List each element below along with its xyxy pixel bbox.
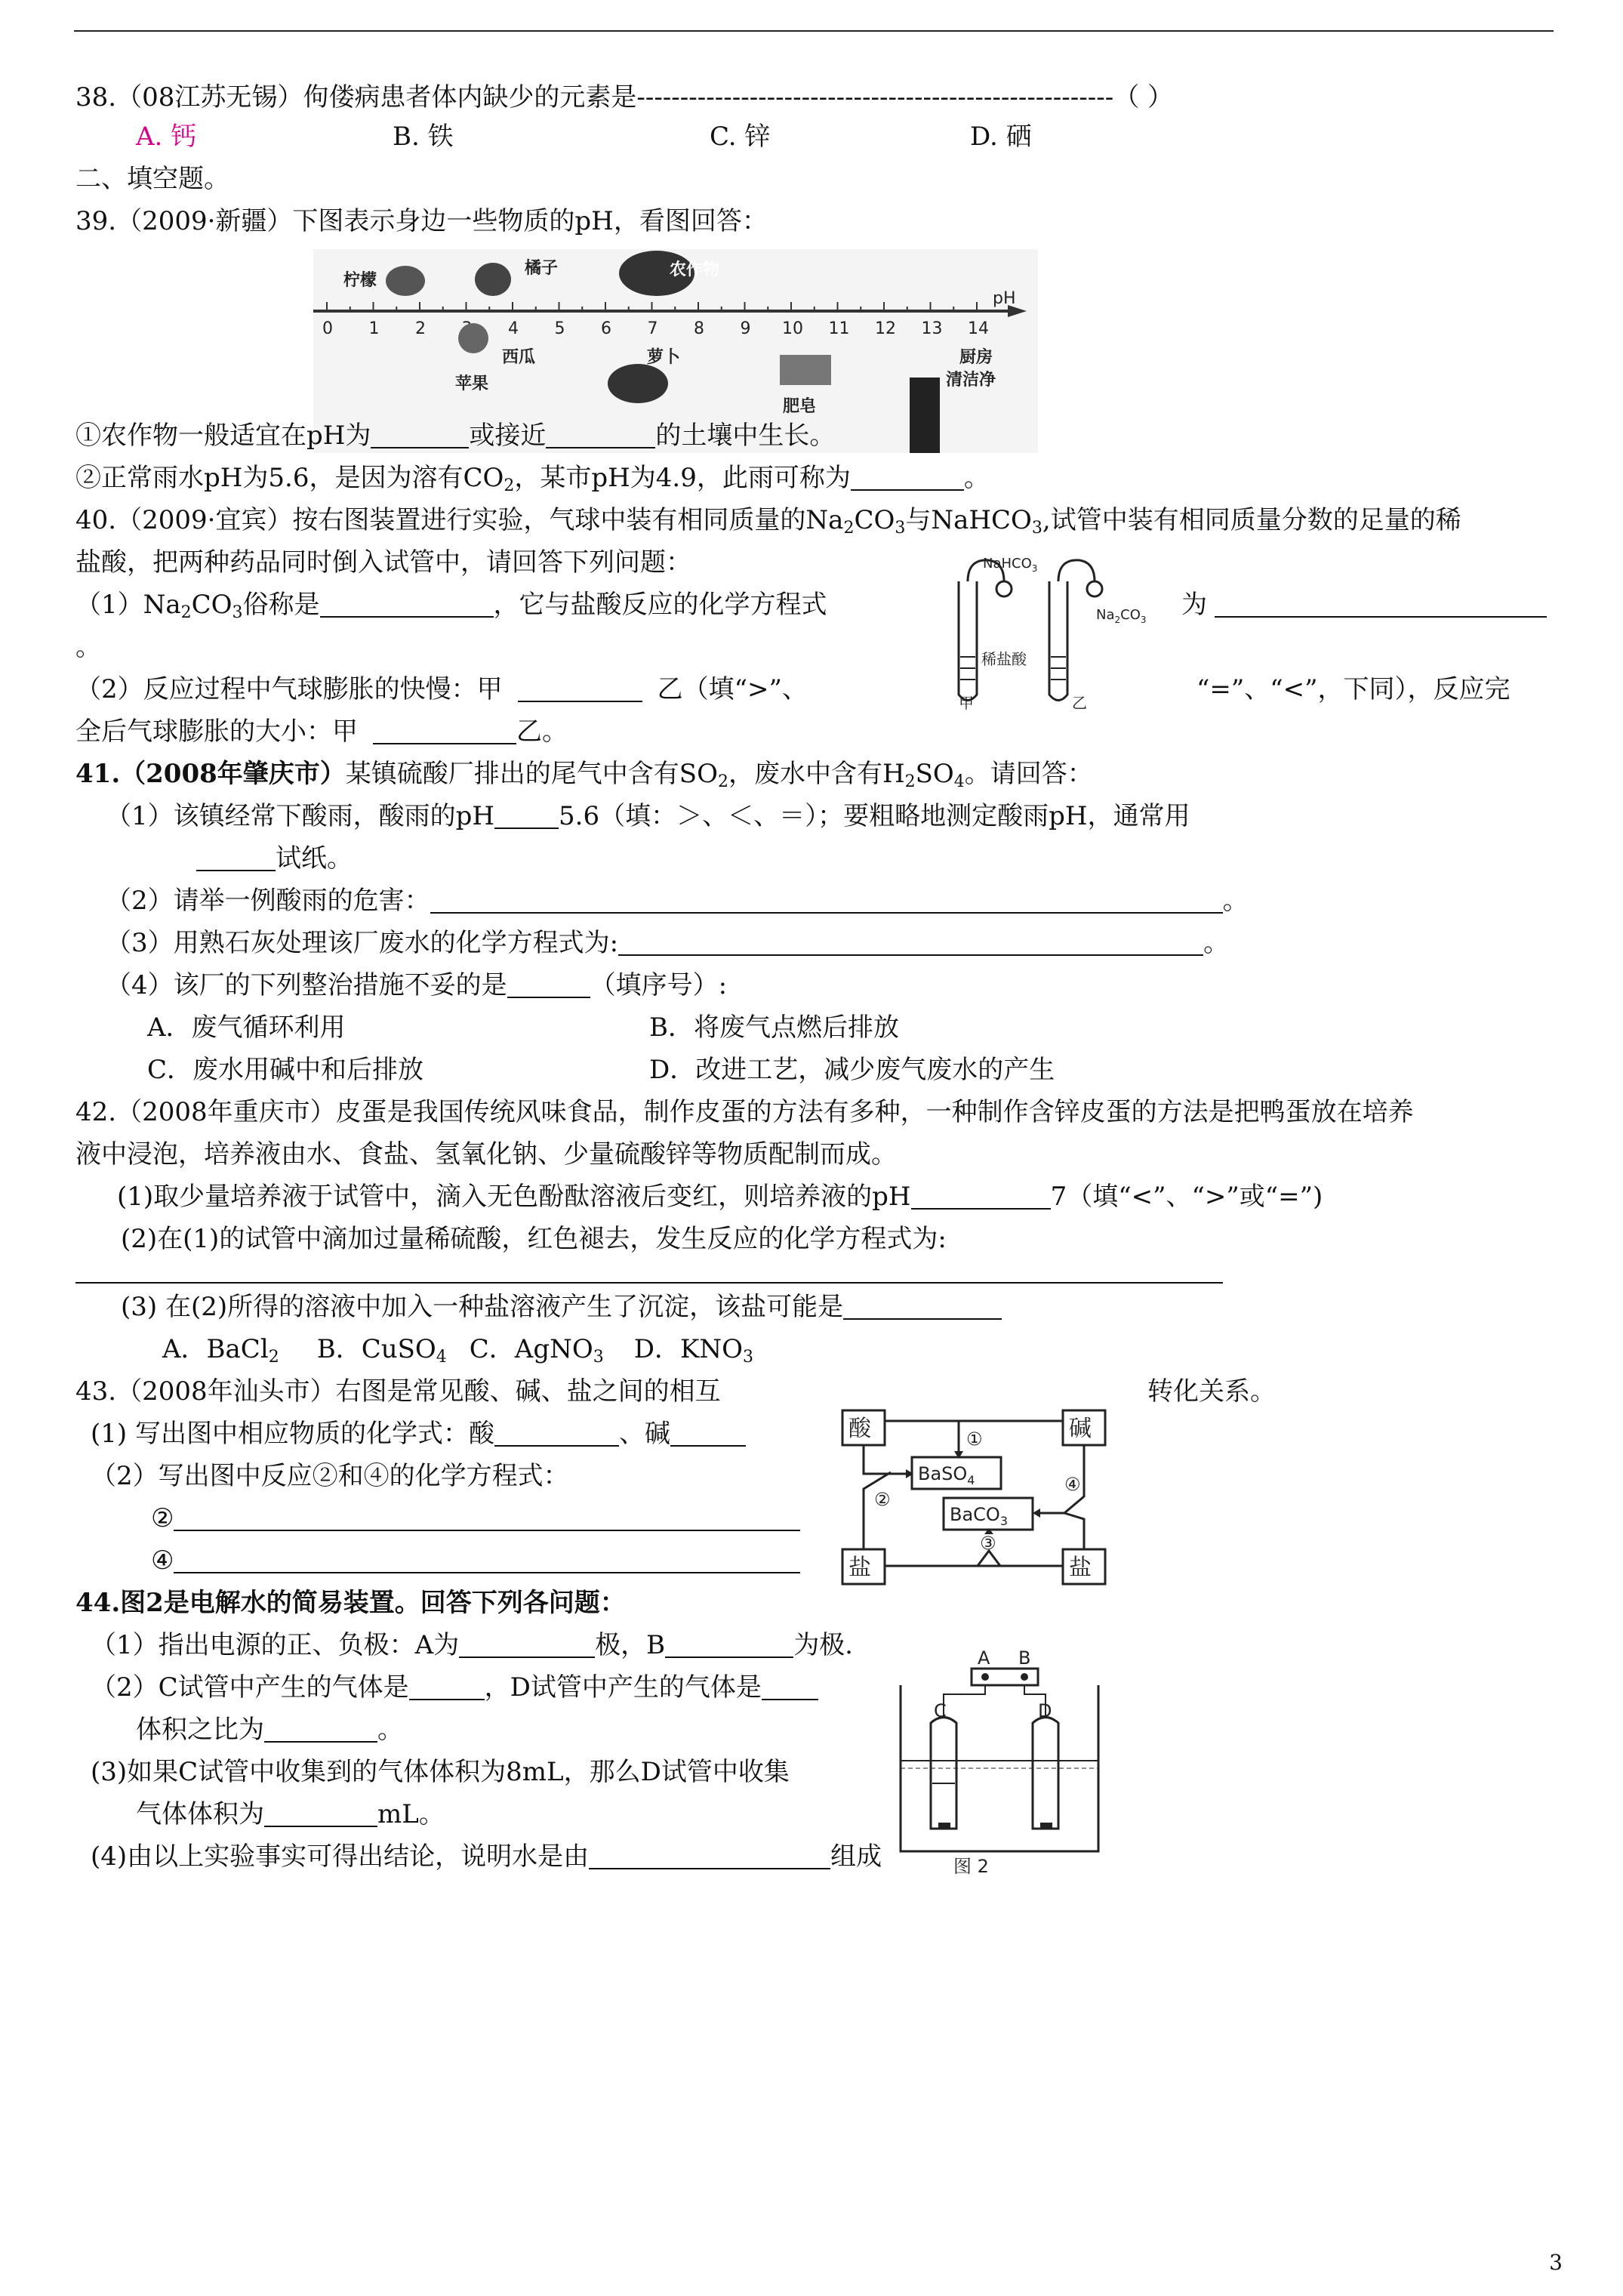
- apple-icon: [458, 323, 488, 353]
- q43-eq-4: ④: [151, 1545, 800, 1576]
- cleaner-bottle-icon: [910, 378, 940, 453]
- reaction-2-label: ②: [874, 1489, 891, 1510]
- acid-base-salt-diagram: [838, 1406, 1110, 1587]
- ph-tick-label: 0: [322, 319, 333, 338]
- q38-stem: 38.（08江苏无锡）佝偻病患者体内缺少的元素是-------------------------------------------------------（ ）: [75, 82, 1174, 112]
- q38-option-b: B. 铁: [393, 122, 454, 152]
- figure-caption: 图 2: [953, 1856, 989, 1874]
- ph-tick-label: 7: [647, 319, 658, 338]
- balloon-yi-icon: [1087, 581, 1102, 596]
- terminal-a-label: A: [978, 1647, 990, 1669]
- q42-options: A．BaCl$_2$ B．CuSO$_4$ C．AgNO$_3$ D．$KNO_3$: [162, 1334, 754, 1367]
- svg-text:NaHCO3: NaHCO$_3$: [983, 556, 1038, 574]
- q44-line-3: （2）C试管中产生的气体是 ，D试管中产生的气体是: [91, 1672, 818, 1703]
- q44-line-4: 体积之比为 。: [136, 1715, 403, 1745]
- section-heading: 二、填空题。: [75, 164, 229, 194]
- tube-c-label: C: [934, 1700, 947, 1721]
- q39-line-1: ①农作物一般适宜在pH为 或接近 的土壤中生长。: [75, 421, 836, 451]
- ph-tick-label: 4: [508, 319, 519, 338]
- watermelon-icon: [608, 364, 668, 403]
- q40-line-4: 。: [75, 632, 101, 662]
- q42-line-6: (3) 在(2)所得的溶液中加入一种盐溶液产生了沉淀，该盐可能是: [121, 1291, 1002, 1323]
- q38-option-a: A. 钙: [136, 122, 197, 152]
- electrolysis-apparatus-figure: [887, 1647, 1113, 1874]
- kitchen-label-2: 清洁净: [946, 371, 996, 390]
- q40-line-3-end: 为: [1181, 589, 1547, 621]
- svg-text:BaSO4: BaSO$_4$: [918, 1463, 975, 1487]
- q40-line-5-end: “=”、“<”，下同），反应完: [1196, 674, 1511, 704]
- salt-box-label-right: 盐: [1069, 1555, 1092, 1581]
- orange-icon: [475, 263, 511, 296]
- terminal-b-label: B: [1018, 1647, 1031, 1669]
- base-box-label: 碱: [1069, 1416, 1092, 1442]
- lemon-label: 柠檬: [343, 271, 377, 290]
- acid-box-label: 酸: [848, 1416, 871, 1442]
- q44-line-6: 气体体积为 mL。: [136, 1799, 445, 1829]
- nahco3-label: NaHCO: [983, 556, 1032, 572]
- q44-line-1: 44.图2是电解水的简易装置。回答下列各问题：: [75, 1588, 626, 1618]
- kitchen-label-1: 厨房: [959, 348, 993, 367]
- crop-label: 农作物: [670, 260, 720, 279]
- q42-answer-line: [75, 1256, 1223, 1284]
- salt-box-label-left: 盐: [848, 1555, 871, 1581]
- ph-axis-label: pH: [993, 289, 1016, 308]
- reaction-3-label: ③: [980, 1533, 996, 1554]
- q38-option-d: D. 硒: [970, 122, 1032, 152]
- q38-option-c: C. 锌: [710, 122, 771, 152]
- q39-stem: 39.（2009·新疆）下图表示身边一些物质的pH，看图回答：: [75, 206, 768, 236]
- watermelon-label: 西瓜: [502, 348, 536, 367]
- ph-tick-label: 8: [694, 319, 704, 338]
- baco3-label: BaCO: [950, 1504, 1000, 1525]
- q41-line-4: （2）请举一例酸雨的危害： 。: [106, 886, 1249, 916]
- q40-line-6: 全后气球膨胀的大小：甲 乙。: [75, 717, 568, 747]
- ph-tick-label: 14: [968, 319, 989, 338]
- q41-option-b: B．将废气点燃后排放: [649, 1012, 899, 1043]
- q41-line-5: （3）用熟石灰处理该厂废水的化学方程式为: 。: [106, 928, 1230, 958]
- soap-label: 肥皂: [783, 397, 817, 416]
- q39-line-2: ②正常雨水pH为5.6，是因为溶有$CO_2$，某市pH为4.9，此雨可称为 。: [75, 463, 990, 495]
- orange-label: 橘子: [525, 259, 559, 278]
- q43-line-3: （2）写出图中反应②和④的化学方程式：: [91, 1461, 569, 1491]
- reaction-1-label: ①: [966, 1428, 983, 1450]
- ph-tick-label: 5: [554, 319, 565, 338]
- q44-line-5: (3)如果C试管中收集到的气体体积为8mL，那么D试管中收集: [91, 1757, 790, 1787]
- baso4-label: BaSO: [918, 1463, 968, 1484]
- q44-line-2: （1）指出电源的正、负极：A为 极，B 为极.: [91, 1630, 853, 1660]
- balloon-test-tube-figure: [929, 551, 1178, 710]
- header-rule: [74, 30, 1554, 32]
- q41-line-3: 试纸。: [196, 843, 353, 874]
- q41-option-d: D．改进工艺，减少废气废水的产生: [649, 1055, 1055, 1085]
- q40-line-2: 盐酸，把两种药品同时倒入试管中，请回答下列问题：: [75, 547, 691, 578]
- q40-line-1: 40.（2009·宜宾）按右图装置进行实验，气球中装有相同质量的$Na_2CO_3$与NaHCO$_3$,试管中装有相同质量分数的足量的稀: [75, 505, 1461, 538]
- svg-text:Na2CO3: $Na_2CO_3$: [1096, 607, 1147, 625]
- q40-line-3: $(1)Na_2CO_3$俗称是 ，它与盐酸反应的化学方程式: [75, 590, 827, 622]
- q43-eq-2: ②: [151, 1502, 800, 1534]
- apple-label: 苹果: [455, 374, 489, 393]
- dilute-acid-label: 稀盐酸: [981, 650, 1027, 668]
- page-number: 3: [1549, 2250, 1563, 2275]
- na2co3-label: Na: [1096, 607, 1115, 623]
- tube-yi-label: 乙: [1072, 694, 1087, 710]
- soap-icon: [780, 355, 831, 385]
- ph-tick-label: 6: [601, 319, 611, 338]
- ph-tick-label: 9: [740, 319, 751, 338]
- tube-d-label: D: [1038, 1700, 1052, 1721]
- svg-text:BaCO3: BaCO$_3$: [950, 1504, 1009, 1528]
- reaction-4-label: ④: [1064, 1474, 1081, 1495]
- q44-line-7: (4)由以上实验事实可得出结论，说明水是由 组成: [91, 1841, 882, 1872]
- q42-line-3: (1)取少量培养液于试管中，滴入无色酚酞溶液后变红，则培养液的pH 7（填“<”、“>”或“=”): [117, 1182, 1323, 1212]
- balloon-jia-icon: [996, 581, 1012, 596]
- q41-option-a: A．废气循环利用: [147, 1012, 346, 1043]
- radish-label: 萝卜: [647, 348, 681, 367]
- q41-line-2: （1）该镇经常下酸雨，酸雨的pH 5.6（填：＞、＜、＝）；要粗略地测定酸雨pH，通常用: [106, 801, 1190, 831]
- q43-line-1-end: 转化关系。: [1147, 1376, 1276, 1407]
- ph-tick-label: 11: [828, 319, 850, 338]
- q42-line-2: 液中浸泡，培养液由水、食盐、氢氧化钠、少量硫酸锌等物质配制而成。: [75, 1139, 897, 1170]
- q43-line-2: (1) 写出图中相应物质的化学式：酸 、碱: [91, 1418, 746, 1450]
- ph-tick-label: 2: [415, 319, 426, 338]
- ph-tick-label: 12: [875, 319, 896, 338]
- q42-line-1: 42.（2008年重庆市）皮蛋是我国传统风味食品，制作皮蛋的方法有多种，一种制作含锌皮蛋的方法是把鸭蛋放在培养: [75, 1097, 1414, 1127]
- q41-option-c: C．废水用碱中和后排放: [147, 1055, 424, 1085]
- lemon-icon: [386, 266, 425, 296]
- q43-line-1: 43.（2008年汕头市）右图是常见酸、碱、盐之间的相互: [75, 1376, 721, 1407]
- ph-tick-label: 13: [921, 319, 943, 338]
- ph-tick-label: 1: [368, 319, 380, 338]
- ph-tick-label: 10: [782, 319, 803, 338]
- q41-line-6: （4）该厂的下列整治措施不妥的是 （填序号）:: [106, 970, 728, 1000]
- q42-line-4: (2)在(1)的试管中滴加过量稀硫酸，红色褪去，发生反应的化学方程式为:: [121, 1224, 947, 1254]
- q40-line-5: （2）反应过程中气球膨胀的快慢：甲 乙（填“>”、: [75, 674, 808, 704]
- q41-line-1: 41.（2008年肇庆市）某镇硫酸厂排出的尾气中含有$SO_2$，废水中含有$H_2SO_4$。请回答：: [75, 759, 1093, 791]
- tube-jia-label: 甲: [959, 694, 974, 710]
